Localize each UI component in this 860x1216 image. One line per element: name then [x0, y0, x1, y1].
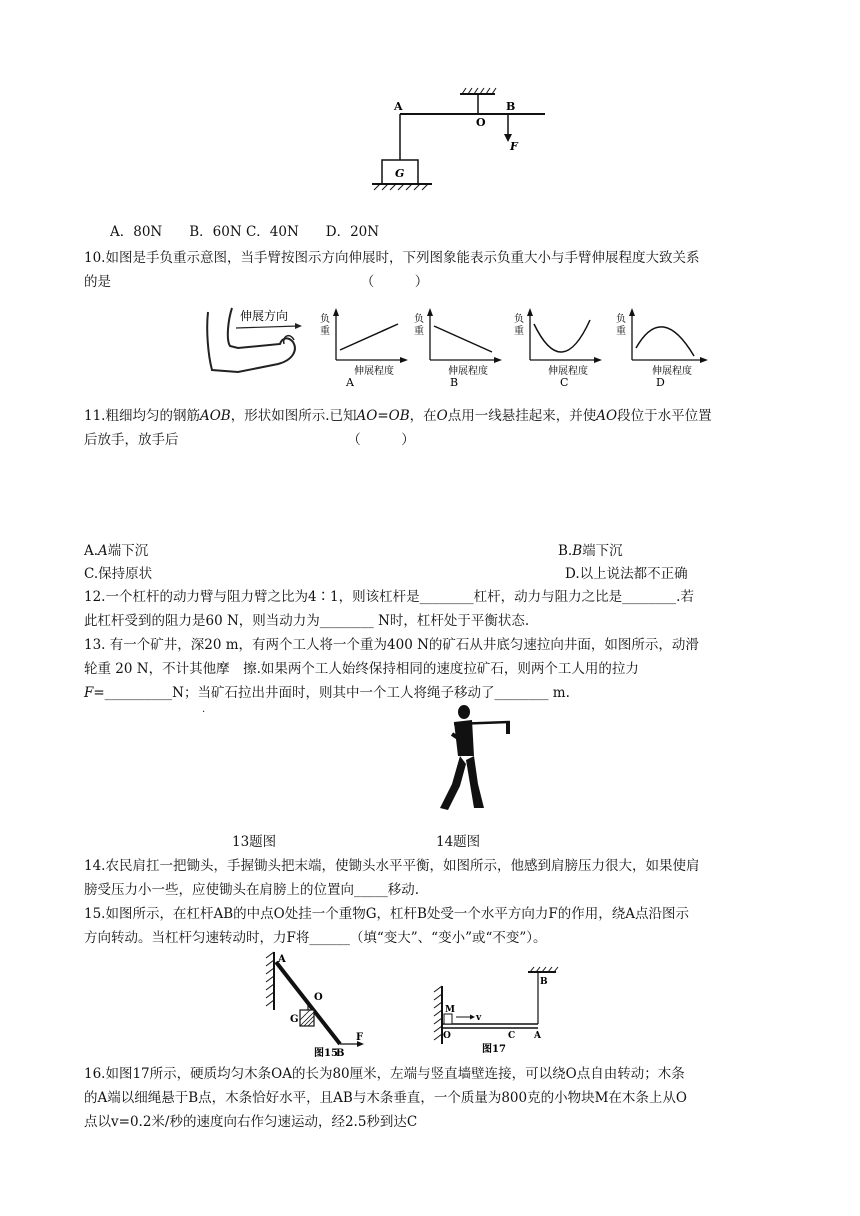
graph-b-ylabel-1: 负 [414, 314, 424, 325]
graph-d [612, 308, 712, 388]
q15-line2: 方向转动。当杠杆匀速转动时，力F将______（填“变大”、“变小”或“不变”）。 [84, 930, 547, 946]
lever-figure-q9 [360, 84, 560, 196]
q11-line2: 后放手，放手后 （ ） [84, 432, 415, 448]
q11-opt-b-pre: B. [558, 543, 573, 559]
q11-text-c: ，在 [409, 408, 437, 424]
graph-b-ylabel-2: 重 [414, 326, 424, 337]
fig15-label-f: F [356, 1032, 364, 1043]
fig15-caption: 图15 [314, 1048, 338, 1058]
q11-opt-a-pre: A. [84, 543, 99, 559]
q16-line2: 的A端以细绳悬于B点，木条恰好水平，且AB与木条垂直，一个质量为800克的小物块M在木条上从O [84, 1090, 687, 1106]
q15-line1: 15.如图所示，在杠杆AB的中点O处挂一个重物G，杠杆B处受一个水平方向力F的作用，绕A点沿图示 [84, 906, 690, 922]
fig15-label-g: G [290, 1014, 299, 1025]
label-a: A [394, 100, 403, 113]
q11-option-c: C.保持原状 [84, 566, 153, 582]
fig17-label-v: v [476, 1013, 482, 1023]
q13-line2: 轮重 20 N，不计其他摩 擦.如果两个工人始终保持相同的速度拉矿石，则两个工人用的拉力 [84, 661, 639, 677]
q11-option-d: D.以上说法都不正确 [565, 566, 688, 582]
q11-opt-a-var: A [98, 543, 108, 559]
fig17-caption: 图17 [482, 1044, 506, 1055]
fig15-label-a: A [278, 954, 286, 965]
fig17-label-a: A [534, 1031, 541, 1041]
q16-line3: 点以v=0.2米/秒的速度向右作匀速运动，经2.5秒到达C [84, 1114, 418, 1130]
q16-line1: 16.如图17所示，硬质均匀木条OA的长为80厘米，左端与竖直墙壁连接，可以绕O点自由转动；木条 [84, 1066, 685, 1082]
graph-c-ylabel-2: 重 [514, 326, 524, 337]
graph-a-ylabel-1: 负 [320, 314, 330, 325]
graph-d-curve [636, 327, 694, 356]
q13-line1: 13. 有一个矿井，深20 m，有两个工人将一个重为400 N的矿石从井底匀速拉向井面，如图所示，动滑 [84, 637, 699, 653]
graph-b [410, 308, 504, 388]
graph-d-letter: D [656, 376, 665, 388]
q11-var-ob: OB [388, 408, 410, 424]
arm-direction-label: 伸展方向 [240, 309, 289, 323]
q13-line3-text: =__________N；当矿石拉出井面时，则其中一个工人将绳子移动了________ m. [93, 685, 570, 701]
graph-c-ylabel-1: 负 [514, 314, 524, 325]
q9-options: A．80N B．60N C．40N D．20N [110, 224, 380, 240]
fig17-label-m: M [445, 1005, 455, 1015]
q11-line1 [84, 404, 712, 424]
graph-c-curve [534, 320, 590, 352]
graph-a-xlabel: 伸展程度 [354, 366, 394, 377]
q14-line2: 膀受压力小一些，应使锄头在肩膀上的位置向_____移动. [84, 882, 420, 898]
q11-opt-b-var: B [572, 543, 583, 559]
graph-c-xlabel: 伸展程度 [548, 366, 588, 377]
arm-sketch-figure [198, 300, 308, 380]
q12-line1: 12.一个杠杆的动力臂与阻力臂之比为4∶1，则该杠杆是________杠杆，动力与阻力之比是________.若 [84, 589, 694, 605]
graph-d-ylabel-1: 负 [616, 314, 626, 325]
q11-opt-b-post: 端下沉 [582, 543, 623, 559]
fig17-label-c: C [508, 1031, 516, 1041]
q11-text-d: 点用一线悬挂起来，并使 [447, 408, 597, 424]
q11-var-aob: AOB [199, 408, 231, 424]
q10-line2: 的是 （ ） [84, 274, 429, 290]
q11-text-e: 段位于水平位置 [617, 408, 712, 424]
graph-b-xlabel: 伸展程度 [448, 366, 488, 377]
q11-var-ao2: AO [596, 408, 618, 424]
graph-a-letter: A [346, 376, 354, 388]
q11-text-b: ，形状如图所示.已知 [230, 408, 357, 424]
fig15-label-o: O [314, 992, 323, 1003]
q12-line2: 此杠杆受到的阻力是60 N，则当动力为________ N时，杠杆处于平衡状态. [84, 613, 530, 629]
q10-line1: 10.如图是手负重示意图，当手臂按图示方向伸展时，下列图象能表示负重大小与手臂伸展程度大致关系 [84, 250, 700, 266]
caption-fig13: 13题图 [232, 834, 277, 850]
q14-line1: 14.农民肩扛一把锄头，手握锄头把末端，使锄头水平平衡，如图所示，他感到肩膀压力很大，如果使肩 [84, 858, 700, 874]
caption-fig14: 14题图 [436, 834, 481, 850]
figure-15 [262, 950, 372, 1058]
graph-a-ylabel-2: 重 [320, 326, 330, 337]
graph-d-xlabel: 伸展程度 [652, 366, 692, 377]
q11-option-a [84, 539, 148, 559]
label-g: G [395, 167, 405, 180]
graph-c [510, 308, 604, 388]
figure-17 [432, 966, 568, 1060]
q11-var-ao: AO [356, 408, 378, 424]
graph-d-ylabel-2: 重 [616, 326, 626, 337]
fig17-label-o: O [443, 1031, 451, 1041]
q11-var-o: O [436, 408, 448, 424]
q11-eq: = [377, 408, 389, 424]
graph-b-curve [434, 326, 492, 352]
label-o: O [476, 116, 486, 129]
graph-b-letter: B [450, 376, 459, 388]
q13-line3 [84, 681, 570, 701]
stray-dot: . [202, 704, 206, 715]
farmer-hoe-figure [430, 704, 520, 814]
label-f: F [510, 140, 518, 153]
q11-text-a: 11.粗细均匀的钢筋 [84, 408, 200, 424]
fig17-label-b: B [540, 977, 548, 987]
label-b: B [506, 100, 516, 113]
q11-opt-a-post: 端下沉 [107, 543, 149, 559]
graph-a-curve [340, 324, 398, 350]
graph-c-letter: C [560, 376, 569, 388]
q11-option-b [558, 539, 623, 559]
q13-var-f: F [84, 685, 94, 701]
graph-a [316, 308, 410, 388]
fig15-label-b: B [336, 1048, 345, 1058]
